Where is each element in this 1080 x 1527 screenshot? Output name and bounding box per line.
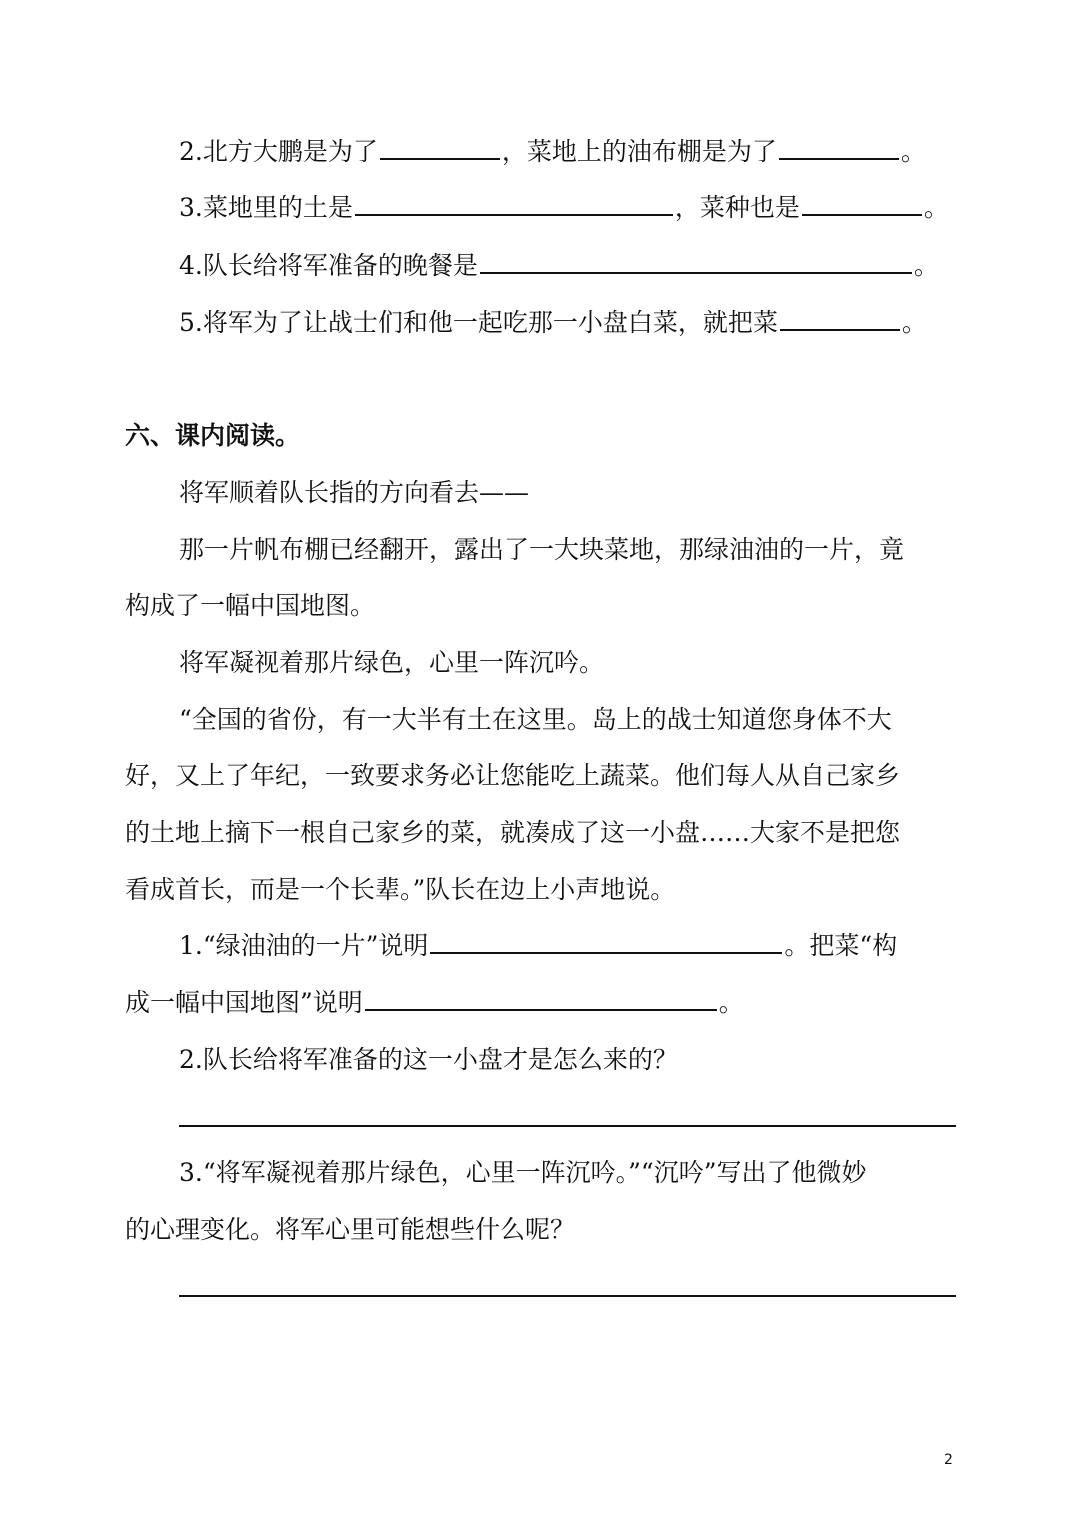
passage-line: 将军凝视着那片绿色，心里一阵沉吟。 — [179, 648, 605, 677]
question-2 — [179, 134, 1080, 170]
answer-blank[interactable] — [430, 951, 782, 954]
question-4-part-a: 4.队长给将军准备的晚餐是 — [179, 251, 478, 280]
passage-line: 看成首长，而是一个长辈。”队长在边上小声地说。 — [125, 875, 676, 904]
reading-question-1-part-c: 成一幅中国地图”说明 — [125, 988, 363, 1017]
answer-blank[interactable] — [480, 271, 912, 274]
question-5 — [179, 305, 1080, 341]
answer-blank[interactable] — [365, 1008, 717, 1011]
reading-question-1 — [179, 928, 1080, 964]
answer-line[interactable] — [179, 1295, 956, 1297]
question-5-end: 。 — [901, 308, 927, 337]
question-3-end: 。 — [923, 193, 949, 222]
reading-question-3-cont: 的心理变化。将军心里可能想些什么呢？ — [125, 1215, 576, 1244]
answer-blank[interactable] — [779, 157, 899, 160]
question-3 — [179, 190, 1080, 226]
section-heading: 六、课内阅读。 — [125, 421, 301, 450]
question-4-end: 。 — [913, 251, 939, 280]
answer-blank[interactable] — [780, 328, 900, 331]
answer-line[interactable] — [179, 1125, 956, 1127]
question-3-part-a: 3.菜地里的土是 — [179, 193, 353, 222]
passage-line: 的土地上摘下一根自己家乡的菜，就凑成了这一小盘……大家不是把您 — [125, 818, 901, 847]
answer-blank[interactable] — [802, 213, 922, 216]
answer-blank[interactable] — [380, 157, 500, 160]
reading-question-3: 3.“将军凝视着那片绿色，心里一阵沉吟。”“沉吟”写出了他微妙 — [179, 1158, 867, 1187]
reading-question-1-part-b: 。把菜“构 — [784, 931, 898, 960]
page-number: 2 — [944, 1452, 953, 1468]
question-4 — [179, 248, 1080, 284]
passage-line: 构成了一幅中国地图。 — [125, 591, 376, 620]
question-5-part-a: 5.将军为了让战士们和他一起吃那一小盘白菜，就把菜 — [179, 308, 778, 337]
passage-line: “全国的省份，有一大半有土在这里。岛上的战士知道您身体不大 — [179, 705, 892, 734]
passage-line: 将军顺着队长指的方向看去—— — [179, 478, 530, 507]
question-2-part-a: 2.北方大鹏是为了 — [179, 137, 378, 166]
question-2-end: 。 — [900, 137, 926, 166]
answer-blank[interactable] — [355, 213, 673, 216]
reading-question-1-end: 。 — [718, 988, 744, 1017]
passage-line: 那一片帆布棚已经翻开，露出了一大块菜地，那绿油油的一片，竟 — [179, 535, 905, 564]
reading-question-2: 2.队长给将军准备的这一小盘才是怎么来的？ — [179, 1045, 678, 1074]
reading-question-1-cont — [125, 985, 1080, 1021]
question-3-part-b: ，菜种也是 — [674, 193, 800, 222]
question-2-part-b: ，菜地上的油布棚是为了 — [501, 137, 777, 166]
reading-question-1-part-a: 1.“绿油油的一片”说明 — [179, 931, 429, 960]
passage-line: 好，又上了年纪，一致要求务必让您能吃上蔬菜。他们每人从自己家乡 — [125, 761, 901, 790]
